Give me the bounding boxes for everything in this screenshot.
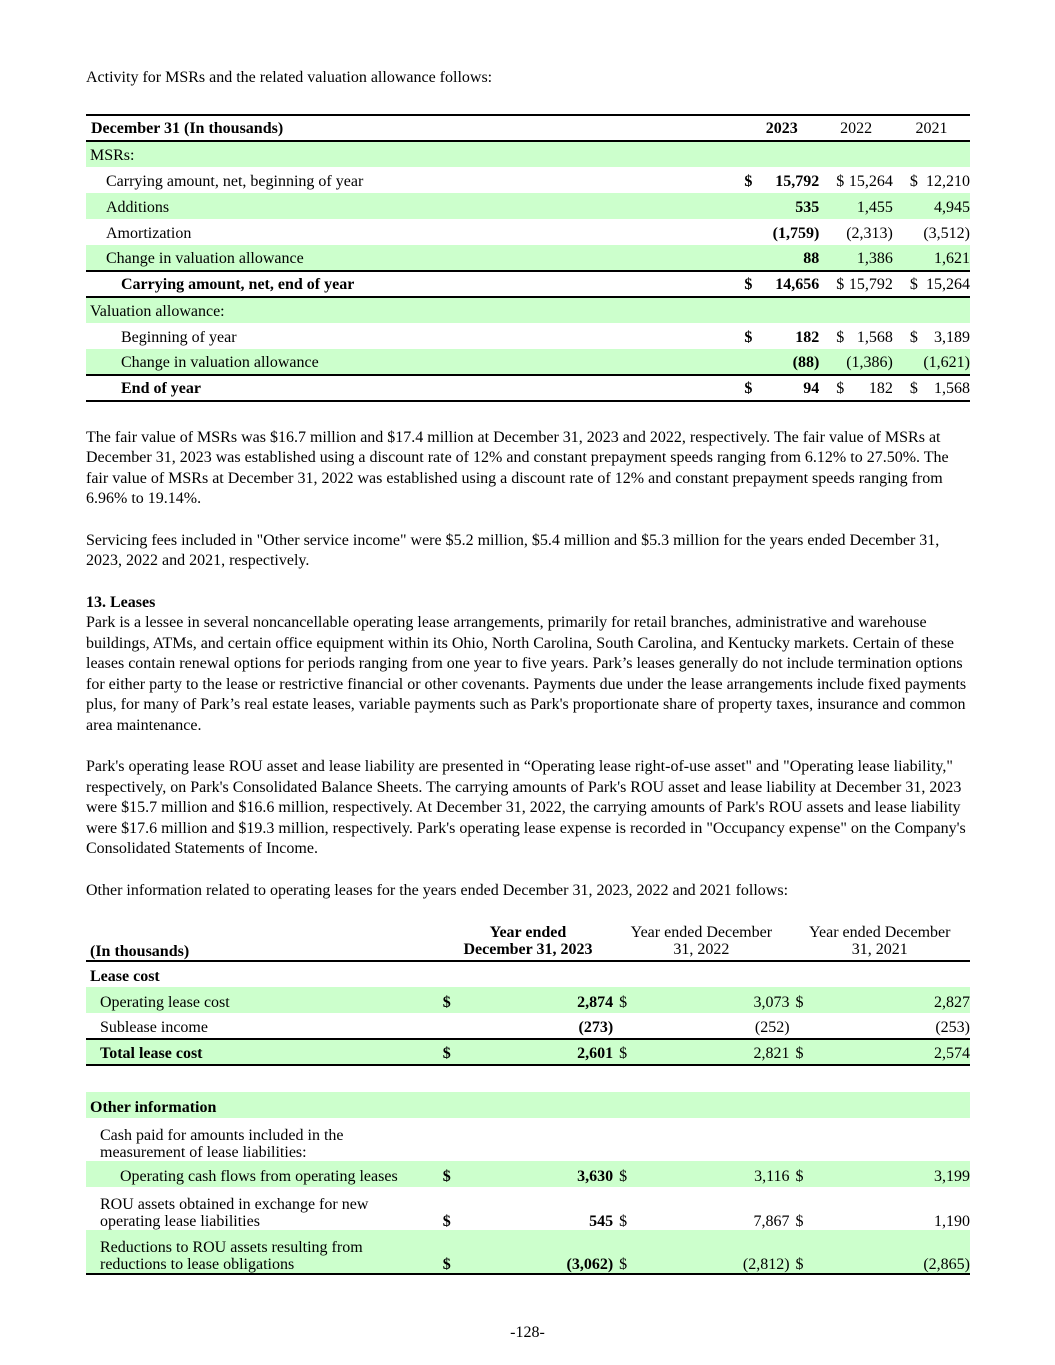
header-label: (In thousands) [86, 924, 443, 961]
row-label: Carrying amount, net, end of year [86, 271, 744, 297]
header-2022-line1: Year ended December [630, 924, 773, 941]
dollar-sign: $ [790, 1039, 810, 1065]
header-2021-line2: 31, 2021 [851, 941, 908, 958]
value-2023: (1,759) [772, 225, 820, 242]
paragraph-servicing-fees: Servicing fees included in "Other service income" were $5.2 million, $5.4 million and $5.3 million for the years ended December 31, 2023, 2022 and 2021, respectively. [86, 531, 940, 569]
value-2023: 94 [767, 375, 819, 401]
document-page [86, 68, 970, 1275]
paragraph-leases-3: Other information related to operating leases for the years ended December 31, 2023, 2022 and 2021 follows: [86, 881, 789, 899]
total-row [86, 1039, 970, 1065]
total-row [86, 271, 970, 297]
value-2021: 2,827 [810, 987, 970, 1013]
value-2021: (2,865) [810, 1230, 970, 1274]
row-label-line2: reductions to lease obligations [100, 1256, 295, 1273]
dollar-sign: $ [619, 1213, 628, 1230]
header-2023-line2: December 31, 2023 [463, 941, 593, 958]
dollar-sign: $ [790, 1230, 810, 1274]
value-2023: (88) [767, 349, 819, 375]
value-2021: 1,568 [918, 375, 970, 401]
dollar-sign [819, 245, 844, 271]
dollar-sign [893, 349, 918, 375]
value-2022: (2,313) [846, 225, 893, 242]
value-2021: 3,189 [934, 329, 970, 346]
section-row [86, 961, 970, 987]
section-label: MSRs: [86, 141, 744, 167]
dollar-sign [443, 1013, 463, 1039]
value-2023: 535 [767, 193, 819, 219]
row-label: End of year [86, 375, 744, 401]
value-2021: 15,264 [918, 271, 970, 297]
total-row [86, 375, 970, 401]
row-label: Additions [86, 193, 744, 219]
section-row [86, 141, 970, 167]
row-label: Sublease income [100, 1018, 208, 1036]
paragraph-leases-2: Park's operating lease ROU asset and lease liability are presented in “Operating lease right-of-use asset" and "Operating lease liability," respectively, on Park's Consolidated Balance Sheets. The carrying amounts of Park's ROU asset and lease liability at December 31, 2023 were $15.7 million and $16.6 million, respectively. At December 31, 2022, the carrying amounts of Park's ROU assets and lease liability were $17.6 million and $19.3 million, respectively. Park's operating lease expense is recorded in "Occupancy expense" on the Company's Consolidated Statements of Income. [86, 758, 966, 857]
msr-intro: Activity for MSRs and the related valuation allowance follows: [86, 69, 493, 86]
header-2022 [613, 924, 789, 961]
value-2022: 15,792 [844, 271, 893, 297]
value-2022: 1,386 [844, 245, 893, 271]
header-2021 [790, 924, 970, 961]
value-2023: (273) [578, 1018, 614, 1036]
value-2023: 3,630 [463, 1161, 613, 1187]
table-row [86, 1230, 970, 1274]
table-row [86, 193, 970, 219]
lease-cost-table [86, 924, 970, 1066]
row-label: Operating cash flows from operating leases [86, 1161, 443, 1187]
dollar-sign: $ [819, 375, 844, 401]
dollar-sign: $ [909, 329, 918, 346]
dollar-sign: $ [790, 1161, 810, 1187]
dollar-sign [744, 349, 767, 375]
value-2022: 7,867 [753, 1213, 790, 1230]
header-2021-line1: Year ended December [809, 924, 951, 941]
value-2023: 2,601 [463, 1039, 613, 1065]
page-number: -128- [510, 1324, 545, 1341]
row-label: Beginning of year [121, 329, 237, 346]
header-label: December 31 (In thousands) [86, 115, 744, 141]
dollar-sign: $ [613, 1161, 633, 1187]
msr-activity-table [86, 114, 970, 402]
value-2021: 12,210 [926, 173, 970, 190]
header-2022-line2: 31, 2022 [673, 941, 730, 958]
dollar-sign [613, 1013, 633, 1039]
value-2022: 182 [844, 375, 893, 401]
header-2021: 2021 [893, 115, 970, 141]
dollar-sign: $ [836, 173, 845, 190]
header-2023 [443, 924, 613, 961]
table-row [86, 349, 970, 375]
dollar-sign: $ [819, 271, 844, 297]
value-2023: 15,792 [775, 173, 820, 190]
value-2022: 2,821 [633, 1039, 789, 1065]
dollar-sign: $ [836, 329, 845, 346]
value-2023: (3,062) [463, 1230, 613, 1274]
value-2022: 15,264 [848, 173, 893, 190]
dollar-sign: $ [744, 329, 753, 346]
dollar-sign: $ [909, 173, 918, 190]
table-header-row [86, 115, 970, 141]
dollar-sign: $ [443, 987, 463, 1013]
dollar-sign [790, 1013, 810, 1039]
table-row [86, 1187, 970, 1230]
value-2022: 1,455 [844, 193, 893, 219]
value-2022: 3,073 [633, 987, 789, 1013]
dollar-sign: $ [744, 375, 767, 401]
row-label [86, 1230, 443, 1274]
table-row [86, 1013, 970, 1039]
value-2023: 182 [795, 329, 820, 346]
table-row [86, 323, 970, 349]
header-2023: 2023 [744, 115, 819, 141]
dollar-sign [893, 193, 918, 219]
header-2023-line1: Year ended [489, 924, 567, 941]
dollar-sign [893, 219, 918, 245]
dollar-sign: $ [613, 987, 633, 1013]
value-2021: 4,945 [918, 193, 970, 219]
row-label-line1: Cash paid for amounts included in the [100, 1127, 344, 1144]
value-2022: 3,116 [633, 1161, 789, 1187]
section-heading-leases: 13. Leases [86, 593, 156, 611]
dollar-sign: $ [613, 1039, 633, 1065]
row-label: Amortization [106, 225, 192, 242]
dollar-sign [744, 193, 767, 219]
dollar-sign: $ [443, 1039, 463, 1065]
row-label: Total lease cost [86, 1039, 443, 1065]
dollar-sign [819, 193, 844, 219]
value-2021: (253) [935, 1018, 970, 1036]
value-2023: 88 [767, 245, 819, 271]
table-row [86, 1118, 970, 1161]
header-2022: 2022 [819, 115, 893, 141]
row-label-line1: Reductions to ROU assets resulting from [100, 1239, 363, 1256]
value-2023: 2,874 [463, 987, 613, 1013]
row-label-line2: measurement of lease liabilities: [100, 1144, 307, 1161]
row-label: Carrying amount, net, beginning of year [106, 173, 364, 190]
value-2021: 2,574 [810, 1039, 970, 1065]
other-information-table [86, 1092, 970, 1275]
dollar-sign: $ [893, 375, 918, 401]
dollar-sign [893, 245, 918, 271]
table-header-row [86, 924, 970, 961]
row-label: Change in valuation allowance [86, 349, 744, 375]
row-label [86, 1118, 443, 1161]
value-2022: (2,812) [633, 1230, 789, 1274]
row-label-line1: ROU assets obtained in exchange for new [100, 1196, 369, 1213]
table-row [86, 219, 970, 245]
dollar-sign: $ [613, 1230, 633, 1274]
dollar-sign [744, 245, 767, 271]
value-2023: 14,656 [767, 271, 819, 297]
dollar-sign: $ [795, 1213, 804, 1230]
row-label-line2: operating lease liabilities [100, 1213, 260, 1230]
value-2021: 1,190 [934, 1213, 970, 1230]
dollar-sign: $ [443, 1230, 463, 1274]
value-2023: 545 [589, 1213, 614, 1230]
dollar-sign: $ [790, 987, 810, 1013]
dollar-sign: $ [442, 1213, 451, 1230]
value-2022: (1,386) [844, 349, 893, 375]
value-2022: (252) [754, 1018, 790, 1036]
section-row [86, 1092, 970, 1118]
dollar-sign: $ [744, 173, 753, 190]
row-label: Change in valuation allowance [86, 245, 744, 271]
paragraph-leases-1: Park is a lessee in several noncancellable operating lease arrangements, primarily for retail branches, administrative and warehouse buildings, ATMs, and certain office equipment within its Ohio, North Carolina, South Carolina, and Kentucky markets. Certain of these leases contain renewal options for periods ranging from one year to five years. Park’s leases generally do not include termination options for either party to the lease or restrictive financial or other covenants. Payments due under the lease arrangements include fixed payments plus, for many of Park’s real estate leases, variable payments such as Park's proportionate share of property taxes, insurance and common area maintenance. [86, 614, 967, 734]
value-2021: 1,621 [918, 245, 970, 271]
section-label: Lease cost [90, 967, 160, 985]
dollar-sign [744, 219, 767, 245]
section-row [86, 297, 970, 323]
value-2021: (3,512) [923, 225, 970, 242]
table-row [86, 167, 970, 193]
dollar-sign: $ [893, 271, 918, 297]
section-label: Other information [86, 1092, 443, 1118]
row-label: Operating lease cost [86, 987, 443, 1013]
value-2021: (1,621) [918, 349, 970, 375]
table-row [86, 1161, 970, 1187]
table-row [86, 987, 970, 1013]
dollar-sign: $ [443, 1161, 463, 1187]
dollar-sign [819, 349, 844, 375]
section-label: Valuation allowance: [86, 297, 744, 323]
paragraph-fair-value: The fair value of MSRs was $16.7 million and $17.4 million at December 31, 2023 and 2022, respectively. The fair value of MSRs at December 31, 2023 was established using a discount rate of 12% and constant prepayment speeds ranging from 6.12% to 27.50%. The fair value of MSRs at December 31, 2022 was established using a discount rate of 12% and constant prepayment speeds ranging from 6.96% to 19.14%. [86, 428, 949, 507]
row-label [86, 1187, 443, 1230]
dollar-sign [819, 219, 844, 245]
dollar-sign: $ [744, 271, 767, 297]
value-2022: 1,568 [856, 329, 893, 346]
table-row [86, 245, 970, 271]
value-2021: 3,199 [810, 1161, 970, 1187]
